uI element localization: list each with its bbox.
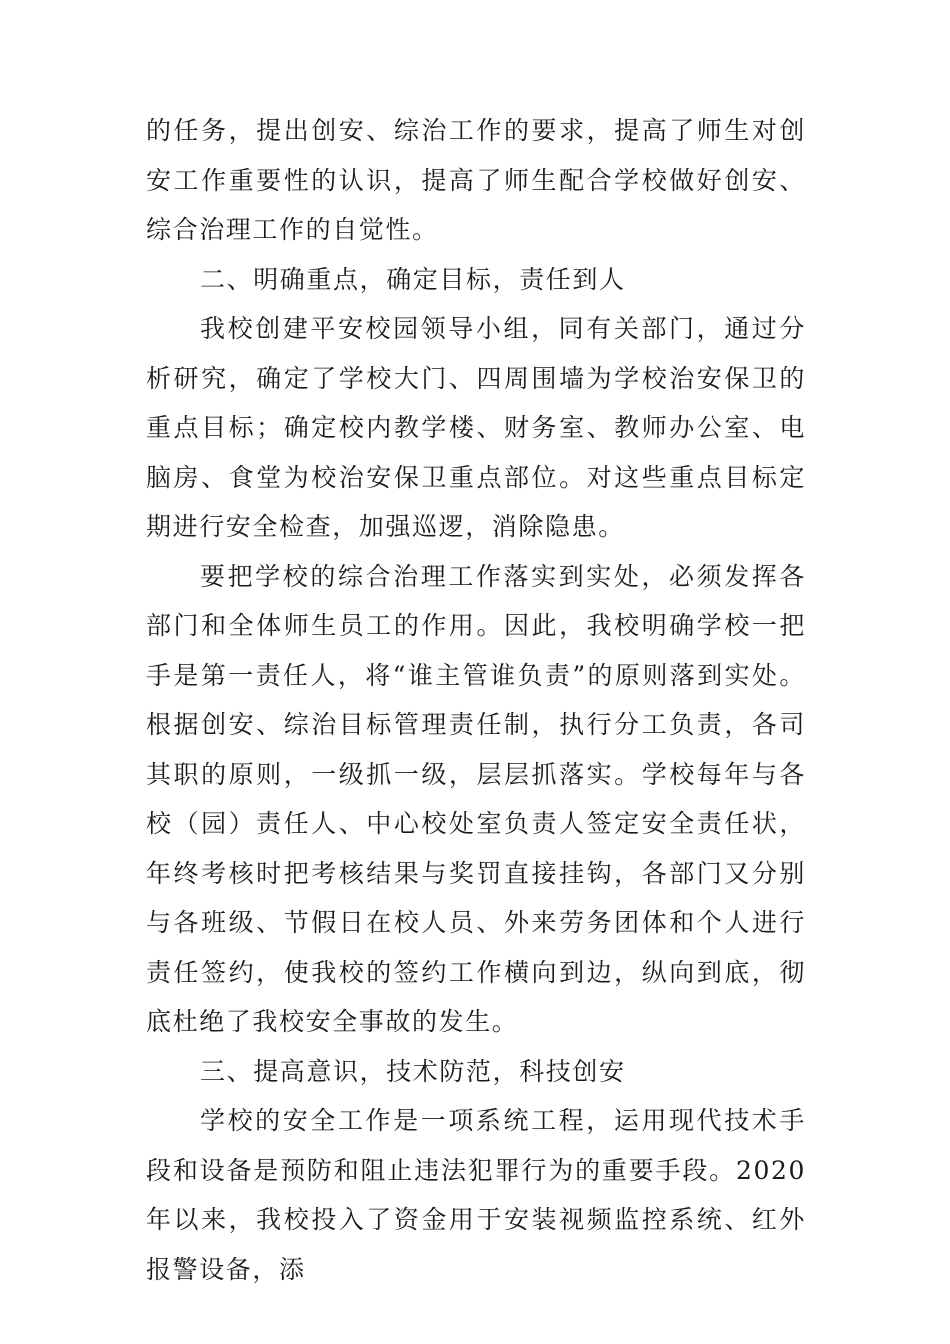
section-heading-2: 二、明确重点，确定目标，责任到人: [200, 264, 626, 294]
document-body: [146, 106, 806, 1294]
section-heading-3: 三、提高意识，技术防范，科技创安: [200, 1056, 626, 1086]
paragraph-responsibility: 要把学校的综合治理工作落实到实处，必须发挥各部门和全体师生员工的作用。因此，我校明确学校一把手是第一责任人，将“谁主管谁负责”的原则落到实处。根据创安、综治目标管理责任制，执行分工负责，各司其职的原则，一级抓一级，层层抓落实。学校每年与各校（园）责任人、中心校处室负责人签定安全责任状，年终考核时把考核结果与奖罚直接挂钩，各部门又分别与各班级、节假日在校人员、外来劳务团体和个人进行责任签约，使我校的签约工作横向到边，纵向到底，彻底杜绝了我校安全事故的发生。: [146, 561, 806, 1036]
paragraph-tech-security: 学校的安全工作是一项系统工程，运用现代技术手段和设备是预防和阻止违法犯罪行为的重要手段。2020 年以来，我校投入了资金用于安装视频监控系统、红外报警设备，添: [146, 1106, 806, 1284]
paragraph-continuation: 的任务，提出创安、综治工作的要求，提高了师生对创安工作重要性的认识，提高了师生配合学校做好创安、综合治理工作的自觉性。: [146, 116, 806, 244]
paragraph-key-targets: 我校创建平安校园领导小组，同有关部门，通过分析研究，确定了学校大门、四周围墙为学校治安保卫的重点目标；确定校内教学楼、财务室、教师办公室、电脑房、食堂为校治安保卫重点部位。对这些重点目标定期进行安全检查，加强巡逻，消除隐患。: [146, 314, 806, 541]
